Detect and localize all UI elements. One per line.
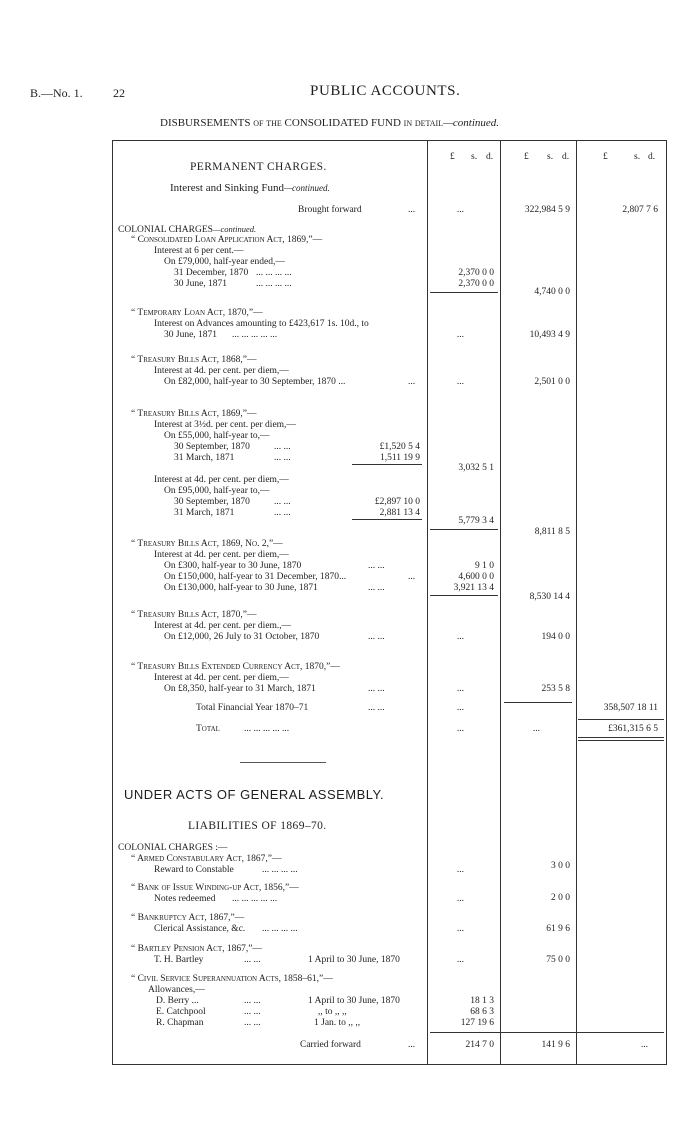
treasury-bills-1869-no2-dots-1: ... ... — [368, 561, 385, 571]
temporary-loan-act: “ Temporary Loan Act, 1870,”— — [131, 308, 263, 318]
civil-service-dots-1: ... ... — [244, 996, 261, 1006]
general-assembly-heading: UNDER ACTS OF GENERAL ASSEMBLY. — [124, 787, 385, 802]
treasury-bills-1869-no2-dots-3: ... ... — [368, 583, 385, 593]
carried-forward-dots: ... — [408, 1040, 416, 1050]
bartley-pension-period: 1 April to 30 June, 1870 — [308, 955, 400, 965]
treasury-bills-1869-dots-1: ... ... — [274, 442, 291, 452]
subtitle-of-the: of the — [253, 117, 282, 129]
treasury-bills-1869-rate-1: Interest at 3½d. per cent. per diem,— — [154, 420, 296, 430]
treasury-bills-extended-col2: 253 5 8 — [541, 684, 570, 694]
treasury-bills-extended-rate: Interest at 4d. per cent. per diem,— — [154, 673, 289, 683]
treasury-bills-1869-period-4: 31 March, 1871 — [174, 508, 235, 518]
treasury-bills-1868-rate: Interest at 4d. per cent. per diem,— — [154, 366, 289, 376]
treasury-bills-1870-act: “ Treasury Bills Act, 1870,”— — [131, 610, 257, 620]
col1-pound-header: £ — [450, 152, 455, 162]
col2-shillings-header: s. — [547, 152, 554, 162]
grand-total-label: Total — [196, 724, 220, 734]
civil-service-dots-2: ... ... — [244, 1007, 261, 1017]
brought-forward-col3: 2,807 7 6 — [622, 205, 658, 215]
treasury-bills-1869-period-3: 30 September, 1870 — [174, 497, 250, 507]
bankruptcy-dots: ... ... ... ... — [262, 924, 298, 934]
col2-pound-header: £ — [524, 152, 529, 162]
treasury-bills-1869-principal-2: On £95,000, half-year to,— — [164, 486, 270, 496]
col3-pence-header: d. — [648, 152, 656, 162]
treasury-bills-1869-amount-3: £2,897 10 0 — [374, 497, 420, 507]
treasury-bills-1868-col2: 2,501 0 0 — [534, 377, 570, 387]
table-left-border — [112, 140, 113, 1065]
col3-shillings-header: s. — [634, 152, 641, 162]
brought-forward-label: Brought forward — [298, 205, 362, 215]
consolidated-loan-dots-2: ... ... ... ... — [256, 279, 292, 289]
grand-total-col2: ... — [532, 724, 540, 734]
consolidated-loan-act: “ Consolidated Loan Application Act, 1869,”— — [131, 235, 323, 245]
column-divider-2 — [500, 140, 501, 1065]
liabilities-heading: LIABILITIES OF 1869–70. — [188, 820, 327, 832]
armed-constabulary-col1: ... — [456, 865, 464, 875]
interest-sinking-fund-heading — [170, 183, 330, 194]
treasury-bills-1869-no2-amount-3: 3,921 13 4 — [453, 583, 494, 593]
treasury-bills-1869-amount-1: £1,520 5 4 — [379, 442, 420, 452]
col3-pound-header: £ — [603, 152, 608, 162]
financial-year-total-label: Total Financial Year 1870–71 — [196, 703, 309, 713]
treasury-bills-1869-no2-line-3: On £130,000, half-year to 30 June, 1871 — [164, 583, 318, 593]
document-reference: B.—No. 1. — [30, 86, 83, 100]
carried-forward-rule — [430, 1032, 664, 1033]
treasury-bills-1870-dots: ... ... — [368, 632, 385, 642]
consolidated-loan-dots-1: ... ... ... ... — [256, 268, 292, 278]
col1-pence-header: d. — [486, 152, 494, 162]
treasury-bills-1869-subtotal-2: 5,779 3 4 — [458, 516, 494, 526]
brought-forward-col2: 322,984 5 9 — [524, 205, 570, 215]
treasury-bills-1869-subtotal-1: 3,032 5 1 — [458, 463, 494, 473]
subtotal-rule — [352, 519, 422, 520]
page-number: 22 — [113, 86, 125, 100]
civil-service-period-2: ,, to ,, ,, — [318, 1007, 347, 1017]
subtotal-rule — [430, 292, 498, 293]
treasury-bills-1869-amount-4: 2,881 13 4 — [379, 508, 420, 518]
bankruptcy-act: “ Bankruptcy Act, 1867,”— — [131, 913, 245, 923]
temporary-loan-col2: 10,493 4 9 — [529, 330, 570, 340]
treasury-bills-1868-dots: ... — [408, 377, 416, 387]
armed-constabulary-dots: ... ... ... ... — [262, 865, 298, 875]
subtotal-rule — [430, 529, 498, 530]
armed-constabulary-line: Reward to Constable — [154, 865, 234, 875]
treasury-bills-1869-dots-4: ... ... — [274, 508, 291, 518]
treasury-bills-1869-no2-dots-2: ... — [408, 572, 416, 582]
assembly-colonial-charges: COLONIAL CHARGES :— — [118, 843, 228, 853]
treasury-bills-1869-no2-amount-2: 4,600 0 0 — [458, 572, 494, 582]
colonial-charges-text: COLONIAL CHARGES — [118, 225, 213, 235]
bankruptcy-line: Clerical Assistance, &c. — [154, 924, 246, 934]
bartley-pension-act: “ Bartley Pension Act, 1867,”— — [131, 944, 262, 954]
brought-forward-col1: ... — [456, 205, 464, 215]
treasury-bills-1869-dots-3: ... ... — [274, 497, 291, 507]
financial-year-total-col1: ... — [456, 703, 464, 713]
bartley-pension-col1: ... — [456, 955, 464, 965]
subheading-continued: —continued. — [283, 183, 330, 193]
armed-constabulary-col2: 3 0 0 — [551, 861, 570, 871]
treasury-bills-extended-col1: ... — [456, 684, 464, 694]
subtotal-rule — [504, 702, 572, 703]
treasury-bills-1869-no2-total: 8,530 14 4 — [529, 592, 570, 602]
bankruptcy-col1: ... — [456, 924, 464, 934]
consolidated-loan-period-2: 30 June, 1871 — [174, 279, 228, 289]
treasury-bills-1869-no2-rate: Interest at 4d. per cent. per diem,— — [154, 550, 289, 560]
civil-service-name-2: E. Catchpool — [156, 1007, 206, 1017]
carried-forward-col1: 214 7 0 — [465, 1040, 494, 1050]
civil-service-act: “ Civil Service Superannuation Acts, 1858–61,”— — [131, 974, 333, 984]
carried-forward-col3: ... — [640, 1040, 648, 1050]
total-double-rule-1 — [578, 737, 664, 738]
treasury-bills-extended-act: “ Treasury Bills Extended Currency Act, 1870,”— — [131, 662, 340, 672]
bartley-pension-col2: 75 0 0 — [546, 955, 570, 965]
treasury-bills-1869-no2-amount-1: 9 1 0 — [475, 561, 494, 571]
civil-service-name-3: R. Chapman — [156, 1018, 204, 1028]
civil-service-allowances: Allowances,— — [148, 985, 205, 995]
civil-service-amount-2: 68 6 3 — [470, 1007, 494, 1017]
consolidated-loan-principal: On £79,000, half-year ended,— — [164, 257, 285, 267]
consolidated-loan-rate: Interest at 6 per cent.— — [154, 246, 244, 256]
consolidated-loan-period-1: 31 December, 1870 — [174, 268, 249, 278]
treasury-bills-1869-rate-2: Interest at 4d. per cent. per diem,— — [154, 475, 289, 485]
temporary-loan-dots: ... ... ... ... ... — [232, 330, 278, 340]
civil-service-dots-3: ... ... — [244, 1018, 261, 1028]
page-title: PUBLIC ACCOUNTS. — [310, 83, 461, 99]
civil-service-amount-3: 127 19 6 — [460, 1018, 494, 1028]
financial-year-total-col3: 358,507 18 11 — [603, 703, 658, 713]
subtotal-rule — [430, 595, 498, 596]
treasury-bills-1869-principal-1: On £55,000, half-year to,— — [164, 431, 270, 441]
column-divider-1 — [427, 140, 428, 1065]
carried-forward-label: Carried forward — [300, 1040, 361, 1050]
temporary-loan-col1: ... — [456, 330, 464, 340]
treasury-bills-1869-amount-2: 1,511 19 9 — [379, 453, 420, 463]
bank-of-issue-col2: 2 0 0 — [551, 893, 570, 903]
bank-of-issue-col1: ... — [456, 894, 464, 904]
treasury-bills-1868-line: On £82,000, half-year to 30 September, 1870 ... — [164, 377, 346, 387]
table-right-border — [666, 140, 667, 1065]
table-top-border — [112, 140, 667, 141]
treasury-bills-1870-col1: ... — [456, 632, 464, 642]
civil-service-name-1: D. Berry ... — [156, 996, 199, 1006]
bank-of-issue-line: Notes redeemed — [154, 894, 216, 904]
treasury-bills-1869-period-2: 31 March, 1871 — [174, 453, 235, 463]
col2-pence-header: d. — [562, 152, 570, 162]
civil-service-period-1: 1 April to 30 June, 1870 — [308, 996, 400, 1006]
bankruptcy-col2: 61 9 6 — [546, 924, 570, 934]
treasury-bills-1868-act: “ Treasury Bills Act, 1868,”— — [131, 355, 257, 365]
temporary-loan-line-1: Interest on Advances amounting to £423,617 1s. 10d., to — [154, 319, 369, 329]
subtitle-in-detail: in detail — [403, 117, 444, 129]
civil-service-period-3: 1 Jan. to ,, ,, — [314, 1018, 361, 1028]
total-double-rule-2 — [578, 740, 664, 741]
subtitle-continued: —continued. — [443, 117, 500, 129]
table-bottom-border — [112, 1064, 667, 1065]
bartley-pension-name: T. H. Bartley — [154, 955, 204, 965]
bank-of-issue-act: “ Bank of Issue Winding-up Act, 1856,”— — [131, 883, 299, 893]
grand-total-col1: ... — [456, 724, 464, 734]
bank-of-issue-dots: ... ... ... ... ... — [232, 894, 278, 904]
brought-forward-dots: ... — [408, 205, 416, 215]
temporary-loan-line-2: 30 June, 1871 — [164, 330, 218, 340]
subtitle-main: DISBURSEMENTS — [160, 117, 251, 129]
treasury-bills-1869-no2-line-2: On £150,000, half-year to 31 December, 1870... — [164, 572, 347, 582]
treasury-bills-1869-period-1: 30 September, 1870 — [174, 442, 250, 452]
grand-total-col3: £361,315 6 5 — [608, 724, 658, 734]
armed-constabulary-act: “ Armed Constabulary Act, 1867,”— — [131, 854, 282, 864]
colonial-charges-continued: —continued. — [212, 224, 257, 234]
permanent-charges-heading: PERMANENT CHARGES. — [190, 161, 327, 173]
col1-shillings-header: s. — [471, 152, 478, 162]
treasury-bills-1870-col2: 194 0 0 — [541, 632, 570, 642]
civil-service-amount-1: 18 1 3 — [470, 996, 494, 1006]
section-divider — [240, 762, 326, 763]
subheading-text: Interest and Sinking Fund — [170, 182, 284, 194]
column-divider-3 — [576, 140, 577, 1065]
consolidated-loan-amount-2: 2,370 0 0 — [458, 279, 494, 289]
treasury-bills-1869-no2-line-1: On £300, half-year to 30 June, 1870 — [164, 561, 302, 571]
subtotal-rule — [352, 464, 422, 465]
treasury-bills-1869-no2-act: “ Treasury Bills Act, 1869, No. 2,”— — [131, 539, 283, 549]
subtitle-fund: CONSOLIDATED FUND — [284, 117, 401, 129]
treasury-bills-1870-rate: Interest at 4d. per cent. per diem.,— — [154, 621, 292, 631]
grand-total-dots: ... ... ... ... ... — [244, 724, 290, 734]
financial-year-total-dots: ... ... — [368, 703, 385, 713]
treasury-bills-1870-line: On £12,000, 26 July to 31 October, 1870 — [164, 632, 320, 642]
bartley-pension-dots: ... ... — [244, 955, 261, 965]
carried-forward-col2: 141 9 6 — [541, 1040, 570, 1050]
treasury-bills-extended-line: On £8,350, half-year to 31 March, 1871 — [164, 684, 316, 694]
treasury-bills-extended-dots: ... ... — [368, 684, 385, 694]
consolidated-loan-total: 4,740 0 0 — [534, 287, 570, 297]
treasury-bills-1869-act: “ Treasury Bills Act, 1869,”— — [131, 409, 257, 419]
treasury-bills-1869-total: 8,811 8 5 — [534, 527, 570, 537]
treasury-bills-1869-dots-2: ... ... — [274, 453, 291, 463]
table-subtitle — [160, 118, 499, 129]
treasury-bills-1868-col1: ... — [456, 377, 464, 387]
consolidated-loan-amount-1: 2,370 0 0 — [458, 268, 494, 278]
total-rule — [578, 719, 664, 720]
